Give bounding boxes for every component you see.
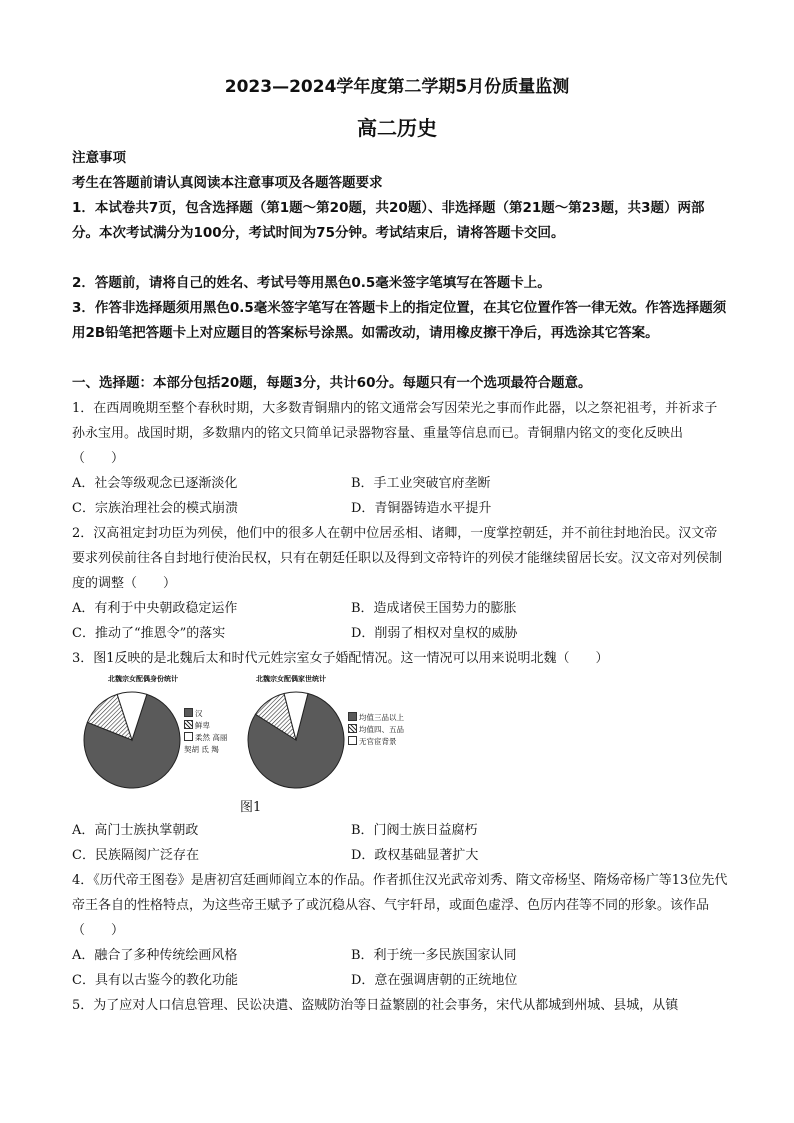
exam-title: 2023—2024学年度第二学期5月份质量监测 [224,77,570,97]
legend-swatch [184,708,193,717]
legend-swatch [184,720,193,729]
q3-option-c: C．民族隔阂广泛存在 [72,848,199,863]
pie1-legend-item: 鲜卑 [184,720,234,732]
q1-option-a: A．社会等级观念已逐渐淡化 [72,476,238,491]
notice-heading: 注意事项 [72,150,126,166]
q4-option-a: A．融合了多种传统绘画风格 [72,948,238,963]
pie2-legend-item: 均值三品以上 [348,712,404,724]
pie2-legend-item: 无官宦背景 [348,736,404,748]
q3-option-d: D．政权基础显著扩大 [351,848,479,863]
pie1-chart [80,688,184,792]
legend-swatch [184,732,193,741]
pie1-title: 北魏宗女配偶身份统计 [108,675,178,683]
section-heading: 一、选择题：本部分包括20题，每题3分，共计60分。每题只有一个选项最符合题意。 [72,375,592,391]
q2-option-a: A．有利于中央朝政稳定运作 [72,601,238,616]
q1-option-d: D．青铜器铸造水平提升 [351,501,492,516]
q3-option-b: B．门阀士族日益腐朽 [351,823,478,838]
pie1-legend-item: 汉 [184,708,234,720]
q2-option-d: D．削弱了相权对皇权的威胁 [351,626,518,641]
notice-item-1: 1．本试卷共7页，包含选择题（第1题～第20题，共20题）、非选择题（第21题～第23题，共3题）两部分。本次考试满分为100分，考试时间为75分钟。考试结束后，请将答题卡交回。 [72,200,705,241]
figure-caption: 图1 [240,800,262,815]
pie1-legend [184,708,234,756]
legend-swatch [348,724,357,733]
legend-swatch [348,712,357,721]
pie1-legend-item: 柔然 高丽 契胡 氐 羯 [184,733,228,754]
pie2-legend-item: 均值四、五品 [348,724,404,736]
notice-item-2: 2．答题前，请将自己的姓名、考试号等用黑色0.5毫米签字笔填写在答题卡上。 [72,275,551,291]
pie2-chart [244,688,348,792]
pie2-legend [348,712,404,748]
notice-item-3: 3．作答非选择题须用黑色0.5毫米签字笔写在答题卡上的指定位置，在其它位置作答一律无效。作答选择题须用2B铅笔把答题卡上对应题目的答案标号涂黑。如需改动，请用橡皮擦干净后，再选涂其它答案。 [72,300,727,341]
question-3-stem: 3．图1反映的是北魏后太和时代元姓宗室女子婚配情况。这一情况可以用来说明北魏（ ） [72,651,609,666]
pie2-title: 北魏宗女配偶家世统计 [256,675,326,683]
q2-option-c: C．推动了“推恩令”的落实 [72,626,226,641]
question-2-stem: 2．汉高祖定封功臣为列侯，他们中的很多人在朝中位居丞相、诸卿，一度掌控朝廷，并不前往封地治民。汉文帝要求列侯前往各自封地行使治民权，只有在朝廷任职以及得到文帝特许的列侯才能继续留居长安。汉文帝对列侯制度的调整（ ） [72,526,723,591]
q4-option-c: C．具有以古鉴今的教化功能 [72,973,238,988]
q3-option-a: A．高门士族执掌朝政 [72,823,199,838]
q1-option-b: B．手工业突破官府垄断 [351,476,491,491]
q4-option-d: D．意在强调唐朝的正统地位 [351,973,518,988]
question-5-stem: 5．为了应对人口信息管理、民讼决遣、盗贼防治等日益繁剧的社会事务，宋代从都城到州城、县城，从镇 [72,998,679,1013]
exam-subject: 高二历史 [357,116,437,140]
question-1-stem: 1．在西周晚期至整个春秋时期，大多数青铜鼎内的铭文通常会写因荣光之事而作此器，以之祭祀祖考，并祈求子孙永宝用。战国时期，多数鼎内的铭文只简单记录器物容量、重量等信息而已。青铜鼎内铭文的变化反映出（ ） [72,401,718,466]
q1-option-c: C．宗族治理社会的模式崩溃 [72,501,238,516]
q4-option-b: B．利于统一多民族国家认同 [351,948,517,963]
q2-option-b: B．造成诸侯王国势力的膨胀 [351,601,517,616]
legend-swatch [348,736,357,745]
notice-lead: 考生在答题前请认真阅读本注意事项及各题答题要求 [72,175,383,191]
question-4-stem: 4．《历代帝王图卷》是唐初宫廷画师阎立本的作品。作者抓住汉光武帝刘秀、隋文帝杨坚、隋炀帝杨广等13位先代帝王各自的性格特点，为这些帝王赋予了或沉稳从容、气宇轩昂，或面色虚浮、色厉内荏等不同的形象。该作品（ ） [72,873,728,938]
